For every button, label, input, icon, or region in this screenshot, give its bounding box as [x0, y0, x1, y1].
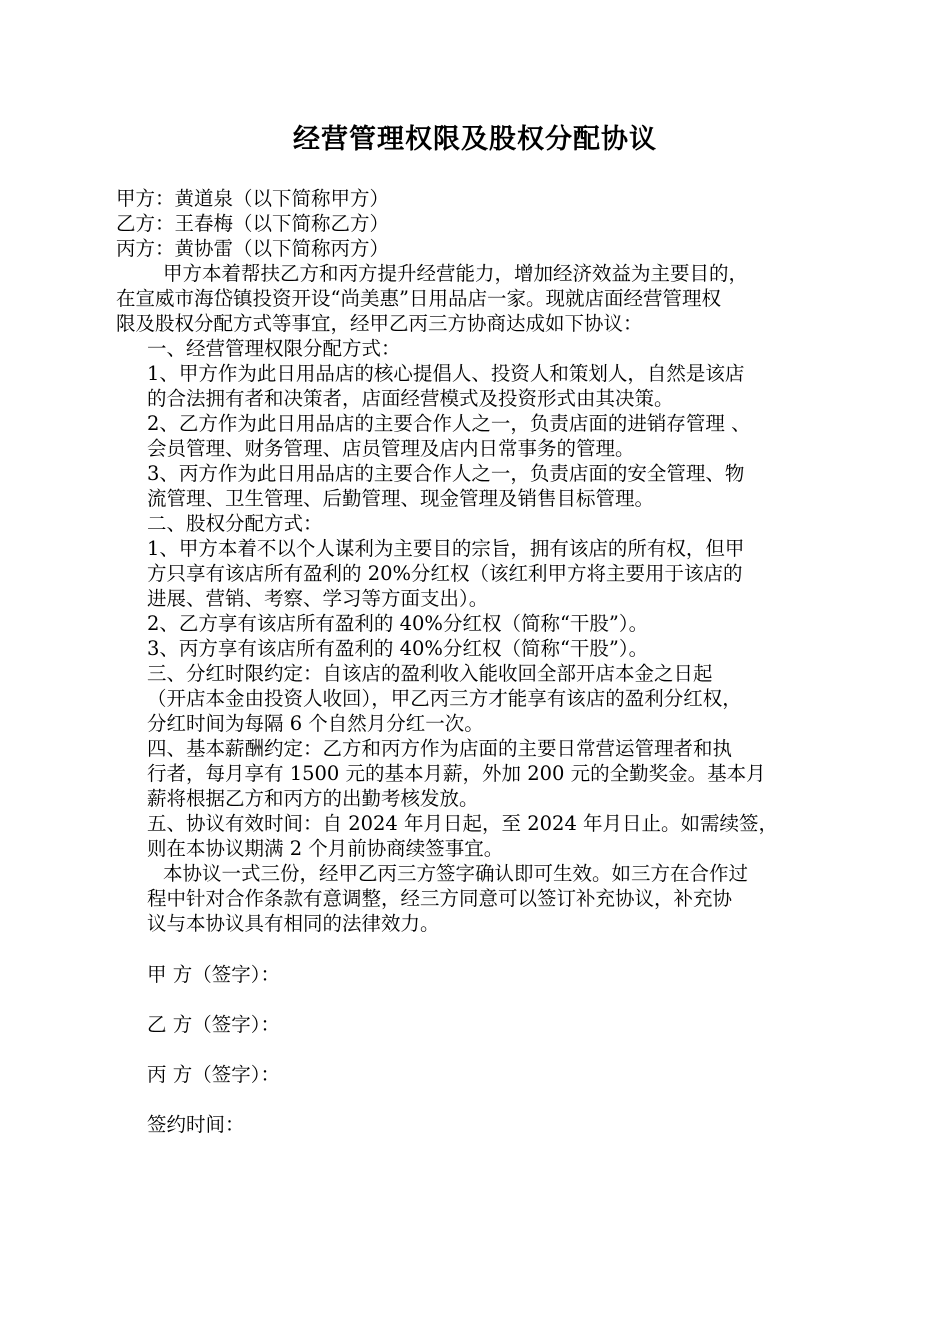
- section-heading: 四、基本薪酬约定：乙方和丙方作为店面的主要日常营运管理者和执: [147, 737, 733, 760]
- clause-line: 则在本协议期满 2 个月前协商续签事宜。: [147, 837, 504, 860]
- clause-line: 2、乙方享有该店所有盈利的 40%分红权（简称“干股”）。: [147, 612, 649, 635]
- clause-line: （开店本金由投资人收回），甲乙丙三方才能享有该店的盈利分红权，: [147, 687, 742, 710]
- section-heading: 五、协议有效时间：自 2024 年月日起，至 2024 年月日止。如需续签，: [147, 812, 779, 835]
- closing-line: 本协议一式三份，经甲乙丙三方签字确认即可生效。如三方在合作过: [163, 862, 749, 885]
- signature-party-b: 乙 方（签字）：: [147, 1013, 280, 1036]
- document-title: 经营管理权限及股权分配协议: [293, 124, 657, 155]
- clause-line: 会员管理、财务管理、店员管理及店内日常事务的管理。: [147, 437, 635, 460]
- clause-line: 2、乙方作为此日用品店的主要合作人之一，负责店面的进销存管理 、: [147, 412, 751, 435]
- signing-date: 签约时间：: [147, 1113, 245, 1136]
- preamble-line: 在宣威市海岱镇投资开设“尚美惠”日用品店一家。现就店面经营管理权: [116, 287, 721, 310]
- clause-line: 分红时间为每隔 6 个自然月分红一次。: [147, 712, 484, 735]
- clause-line: 3、丙方享有该店所有盈利的 40%分红权（简称“干股”）。: [147, 637, 649, 660]
- preamble-line: 限及股权分配方式等事宜，经甲乙丙三方协商达成如下协议：: [116, 312, 643, 335]
- clause-line: 3、丙方作为此日用品店的主要合作人之一，负责店面的安全管理、物: [147, 462, 745, 485]
- party-a-line: 甲方：黄道泉（以下简称甲方）: [116, 187, 390, 210]
- signature-party-a: 甲 方（签字）：: [147, 963, 280, 986]
- section-heading: 三、分红时限约定：自该店的盈利收入能收回全部开店本金之日起: [147, 662, 713, 685]
- party-c-line: 丙方：黄协雷（以下简称丙方）: [116, 237, 390, 260]
- clause-line: 进展、营销、考察、学习等方面支出）。: [147, 587, 489, 610]
- document-body: [116, 186, 846, 936]
- section-heading: 一、经营管理权限分配方式：: [147, 337, 401, 360]
- section-heading: 二、股权分配方式：: [147, 512, 323, 535]
- clause-line: 行者，每月享有 1500 元的基本月薪，外加 200 元的全勤奖金。基本月: [147, 762, 766, 785]
- closing-line: 程中针对合作条款有意调整，经三方同意可以签订补充协议，补充协: [147, 887, 733, 910]
- party-b-line: 乙方：王春梅（以下简称乙方）: [116, 212, 390, 235]
- clause-line: 方只享有该店所有盈利的 20%分红权（该红利甲方将主要用于该店的: [147, 562, 743, 585]
- closing-line: 议与本协议具有相同的法律效力。: [147, 912, 440, 935]
- clause-line: 薪将根据乙方和丙方的出勤考核发放。: [147, 787, 479, 810]
- clause-line: 1、甲方作为此日用品店的核心提倡人、投资人和策划人，自然是该店: [147, 362, 745, 385]
- clause-line: 流管理、卫生管理、后勤管理、现金管理及销售目标管理。: [147, 487, 655, 510]
- clause-line: 的合法拥有者和决策者，店面经营模式及投资形式由其决策。: [147, 387, 674, 410]
- clause-line: 1、甲方本着不以个人谋利为主要目的宗旨，拥有该店的所有权，但甲: [147, 537, 745, 560]
- preamble-line: 甲方本着帮扶乙方和丙方提升经营能力，增加经济效益为主要目的，: [163, 262, 749, 285]
- signature-party-c: 丙 方（签字）：: [147, 1063, 280, 1086]
